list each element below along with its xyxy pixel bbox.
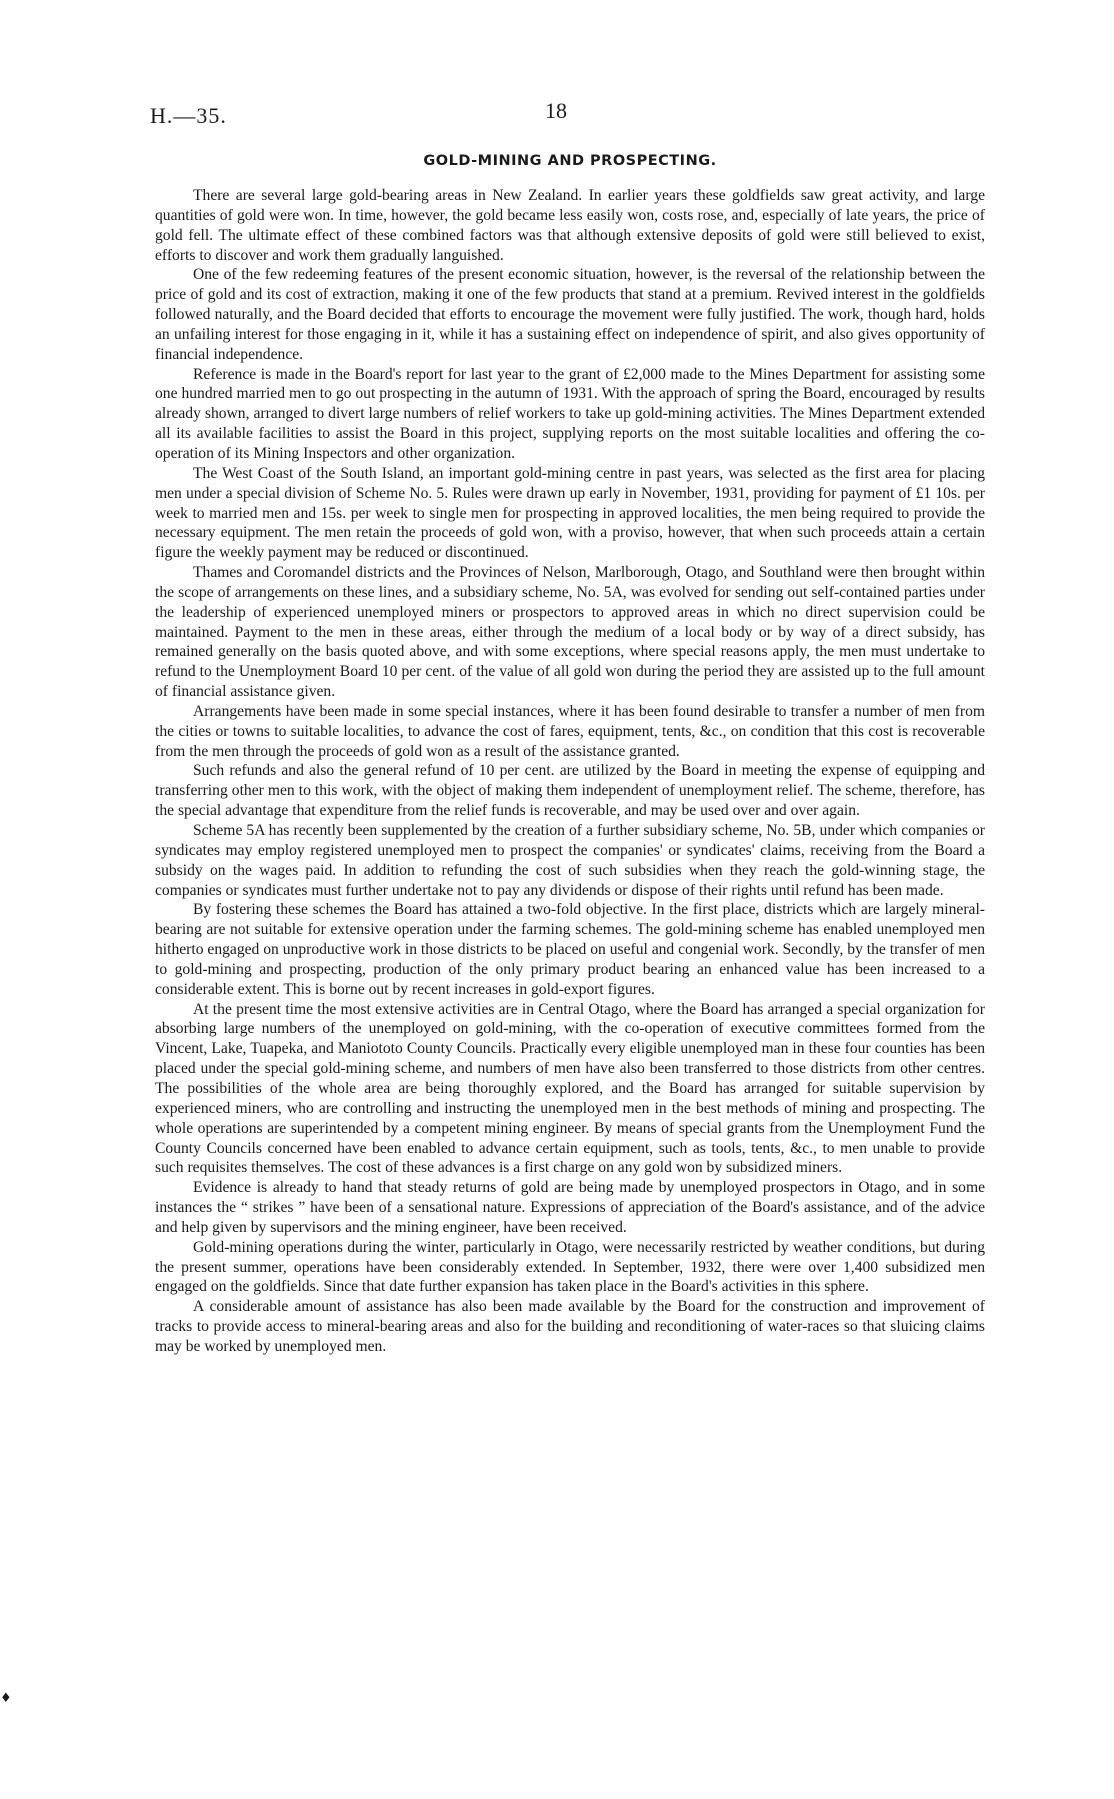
paragraph: There are several large gold-bearing areas in New Zealand. In earlier years these goldfields saw great activity, and large quantities of gold were won. In time, however, the gold became less easily won, costs rose, and, especially of late years, the price of gold fell. The ultimate effect of these combined factors was that although extensive deposits of gold were still believed to exist, efforts to discover and work them gradually languished. [155, 187, 985, 264]
paragraph: Reference is made in the Board's report for last year to the grant of £2,000 made to the Mines Department for assisting some one hundred married men to go out prospecting in the autumn of 1931. With the approach of spring the Board, encouraged by results already shown, arranged to divert large numbers of relief workers to take up gold-mining activities. The Mines Department extended all its available facilities to assist the Board in this project, supplying reports on the most suitable localities and offering the co-operation of its Mining Inspectors and other organization. [155, 365, 985, 462]
paragraph: A considerable amount of assistance has also been made available by the Board for the construction and improvement of tracks to provide access to mineral-bearing areas and also for the building and reconditioning of water-races so that sluicing claims may be worked by unemployed men. [155, 1298, 985, 1355]
paragraph: Thames and Coromandel districts and the Provinces of Nelson, Marlborough, Otago, and Southland were then brought within the scope of arrangements on these lines, and a subsidiary scheme, No. 5A, was evolved for sending out self-contained parties under the leadership of experienced unemployed miners or prospectors to approved areas in which no direct supervision could be maintained. Payment to the men in these areas, either through the medium of a local body or by way of a direct subsidy, has remained generally on the basis quoted above, and with some exceptions, where special reasons apply, the men must undertake to refund to the Unemployment Board 10 per cent. of the value of all gold won during the period they are assisted up to the full amount of financial assistance given. [155, 564, 985, 701]
section-heading: GOLD-MINING AND PROSPECTING. [423, 153, 717, 169]
paragraph: By fostering these schemes the Board has attained a two-fold objective. In the first place, districts which are largely mineral-bearing are not suitable for extensive operation under the farming schemes. The gold-mining scheme has enabled unemployed men hitherto engaged on unproductive work in those districts to be placed on useful and congenial work. Secondly, by the transfer of men to gold-mining and prospecting, production of the only primary product bearing an enhanced value has been increased to a considerable extent. This is borne out by recent increases in gold-export figures. [155, 901, 986, 998]
paragraph: One of the few redeeming features of the present economic situation, however, is the reversal of the relationship between the price of gold and its cost of extraction, making it one of the few products that stand at a premium. Revived interest in the goldfields followed naturally, and the Board decided that efforts to encourage the movement were fully justified. The work, though hard, holds an unfailing interest for those engaging in it, while it has a sustaining effect on independence of spirit, and also gives opportunity of financial independence. [155, 266, 985, 363]
margin-mark: ♦ [0, 1691, 12, 1706]
paragraph: Evidence is already to hand that steady returns of gold are being made by unemployed prospectors in Otago, and in some instances the “ strikes ” have been of a sensational nature. Expressions of appreciation of the Board's assistance, and of the advice and help given by supervisors and the mining engineer, have been received. [155, 1179, 985, 1236]
paragraph: Gold-mining operations during the winter, particularly in Otago, were necessarily restricted by weather conditions, but during the present summer, operations have been considerably extended. In September, 1932, there were over 1,400 subsidized men engaged on the goldfields. Since that date further expansion has taken place in the Board's activities in this sphere. [155, 1238, 985, 1296]
document-reference: H.—35. [150, 103, 227, 128]
paragraph: The West Coast of the South Island, an important gold-mining centre in past years, was selected as the first area for placing men under a special division of Scheme No. 5. Rules were drawn up early in November, 1931, providing for payment of £1 10s. per week to married men and 15s. per week to single men for prospecting in approved localities, the men being required to provide the necessary equipment. The men retain the proceeds of gold won, with a proviso, however, that when such proceeds attain a certain figure the weekly payment may be reduced or discontinued. [155, 464, 985, 562]
page-number: 18 [545, 98, 567, 123]
paragraph: At the present time the most extensive activities are in Central Otago, where the Board has arranged a special organization for absorbing large numbers of the unemployed on gold-mining, with the co-operation of executive committees formed from the Vincent, Lake, Tuapeka, and Maniototo County Councils. Practically every eligible unemployed man in these four counties has been placed under the special gold-mining scheme, and numbers of men have also been transferred to those districts from other centres. The possibilities of the whole area are being thoroughly explored, and the Board has arranged for suitable supervision by experienced miners, who are controlling and instructing the unemployed men in the best methods of mining and prospecting. The whole operations are superintended by a competent mining engineer. By means of special grants from the Unemployment Fund the County Councils concerned have been enabled to advance certain equipment, such as tools, tents, &c., to men unable to provide such requisites themselves. The cost of these advances is a first charge on any gold won by subsidized miners. [155, 1000, 985, 1177]
paragraph: Scheme 5A has recently been supplemented by the creation of a further subsidiary scheme, No. 5B, under which companies or syndicates may employ registered unemployed men to prospect the companies' or syndicates' claims, receiving from the Board a subsidy on the wages paid. In addition to refunding the cost of such subsidies when they reach the gold-winning stage, the companies or syndicates must further undertake not to pay any dividends or dispose of their rights until refund has been made. [155, 822, 985, 899]
body-text [155, 186, 985, 1357]
paragraph: Arrangements have been made in some special instances, where it has been found desirable to transfer a number of men from the cities or towns to suitable localities, to advance the cost of fares, equipment, tents, &c., on condition that this cost is recoverable from the men through the proceeds of gold won as a result of the assistance granted. [155, 702, 985, 760]
paragraph: Such refunds and also the general refund of 10 per cent. are utilized by the Board in meeting the expense of equipping and transferring other men to this work, with the object of making them independent of unemployment relief. The scheme, therefore, has the special advantage that expenditure from the relief funds is recoverable, and may be used over and over again. [155, 762, 985, 820]
